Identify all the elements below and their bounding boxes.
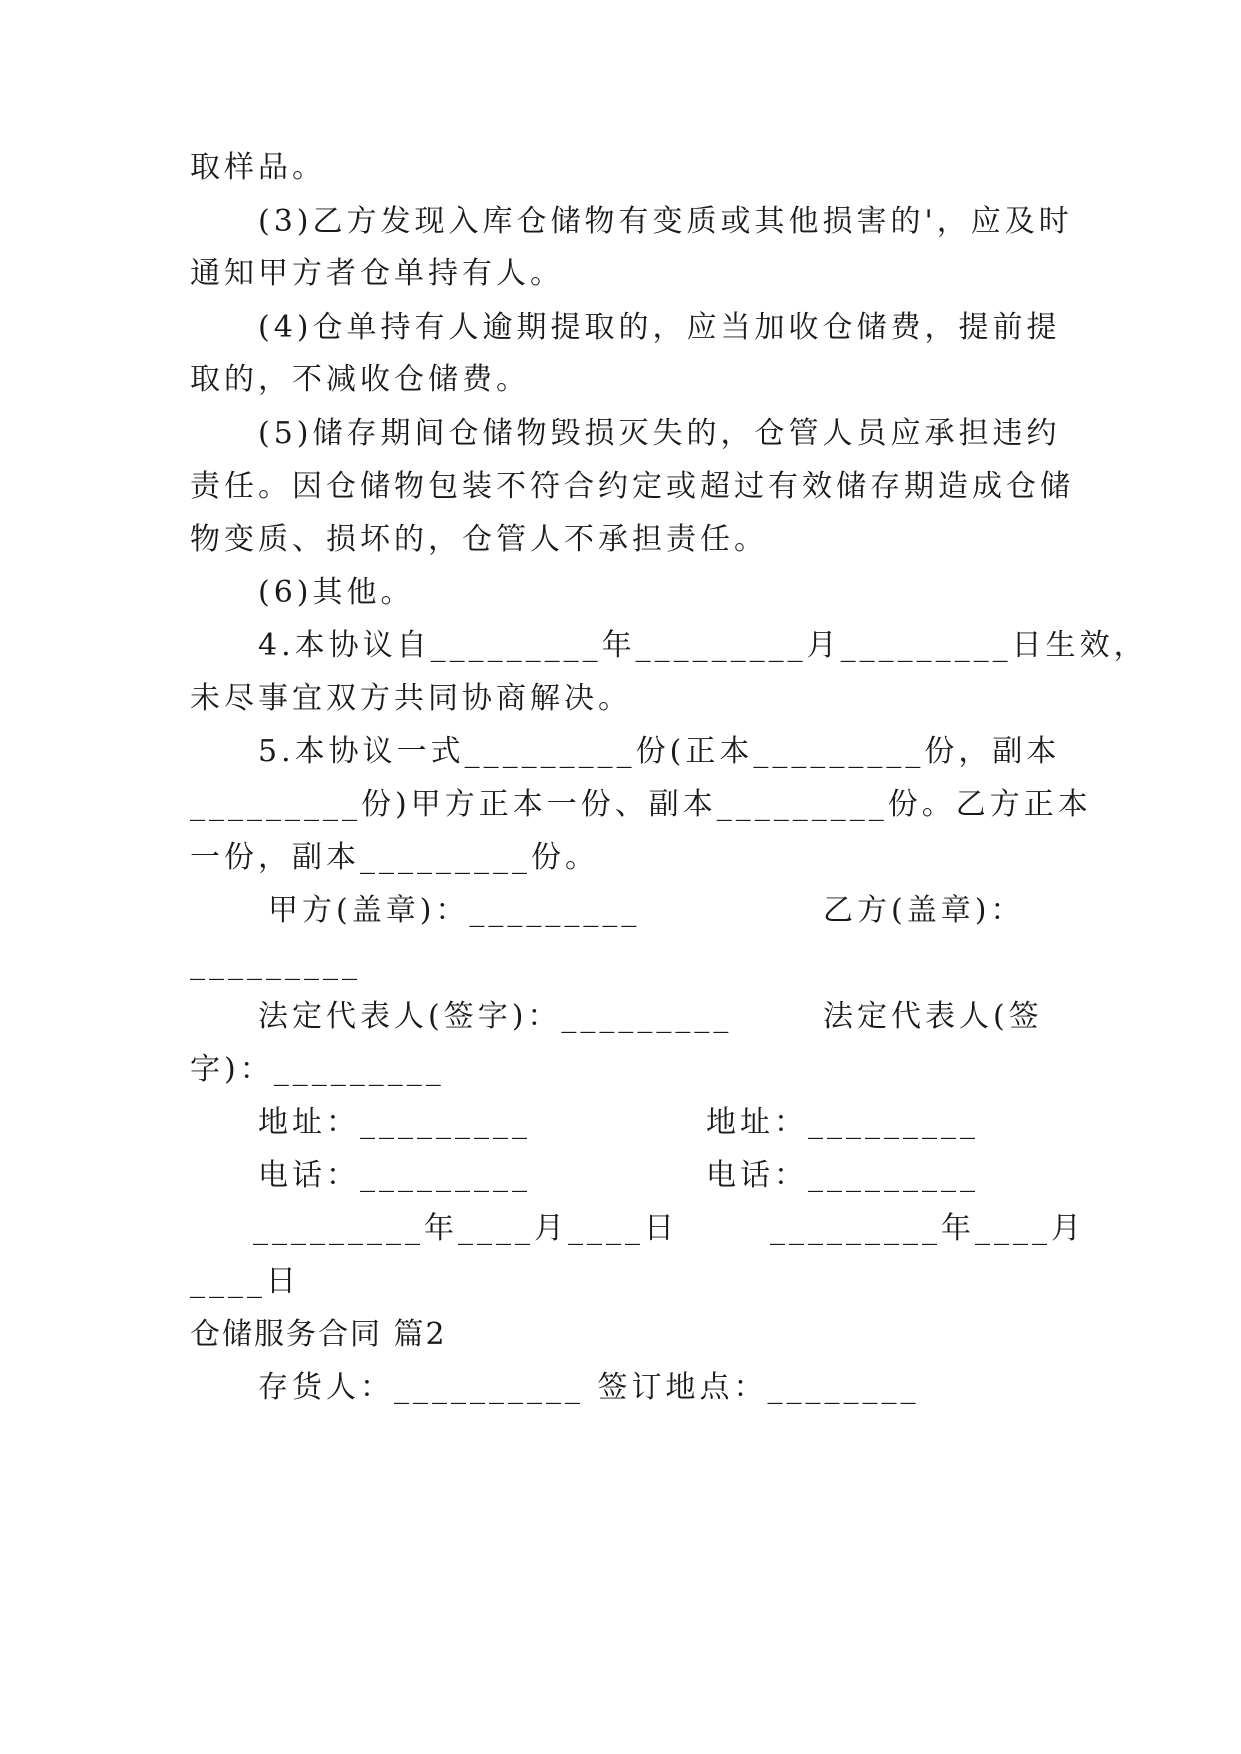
party-b-seal: 乙方(盖章)： (823, 893, 1025, 928)
party-a-phone: 电话：_________ (258, 1158, 531, 1193)
text-line: 一份，副本_________份。 (190, 840, 599, 875)
party-b-rep: 法定代表人(签 (823, 999, 1043, 1034)
text-line: 5.本协议一式_________份(正本_________份，副本 (258, 734, 1061, 769)
text-line: 通知甲方者仓单持有人。 (190, 256, 564, 291)
text-line: 字)：_________ (190, 1052, 445, 1087)
party-a-address: 地址：_________ (258, 1105, 531, 1140)
text-line: (4)仓单持有人逾期提取的，应当加收仓储费，提前提 (258, 310, 1061, 345)
text-line: 取样品。 (190, 150, 326, 185)
text-line: (3)乙方发现入库仓储物有变质或其他损害的'，应及时 (258, 204, 1073, 239)
text-line: 取的，不减收仓储费。 (190, 362, 530, 397)
text-line: (6)其他。 (258, 575, 415, 610)
party-a-rep: 法定代表人(签字)：_________ (258, 999, 733, 1034)
text-line: _________份)甲方正本一份、副本_________份。乙方正本 (190, 787, 1092, 822)
party-a-date: _________年____月____日 (253, 1211, 678, 1246)
text-line: 物变质、损坏的，仓管人不承担责任。 (190, 522, 768, 557)
section-title: 仓储服务合同 篇2 (190, 1317, 447, 1352)
text-line: 4.本协议自_________年_________月_________日生效， (258, 628, 1148, 663)
party-b-date: _________年____月 (770, 1211, 1085, 1246)
text-line: _________ (190, 946, 361, 981)
text-line: 存货人：__________ 签订地点：________ (258, 1370, 920, 1405)
text-line: ____日 (190, 1264, 300, 1299)
party-b-address: 地址：_________ (706, 1105, 979, 1140)
party-b-phone: 电话：_________ (706, 1158, 979, 1193)
party-a-seal: 甲方(盖章)：_________ (268, 893, 641, 928)
text-line: (5)储存期间仓储物毁损灭失的，仓管人员应承担违约 (258, 416, 1061, 451)
text-line: 责任。因仓储物包装不符合约定或超过有效储存期造成仓储 (190, 469, 1074, 504)
text-line: 未尽事宜双方共同协商解决。 (190, 681, 632, 716)
